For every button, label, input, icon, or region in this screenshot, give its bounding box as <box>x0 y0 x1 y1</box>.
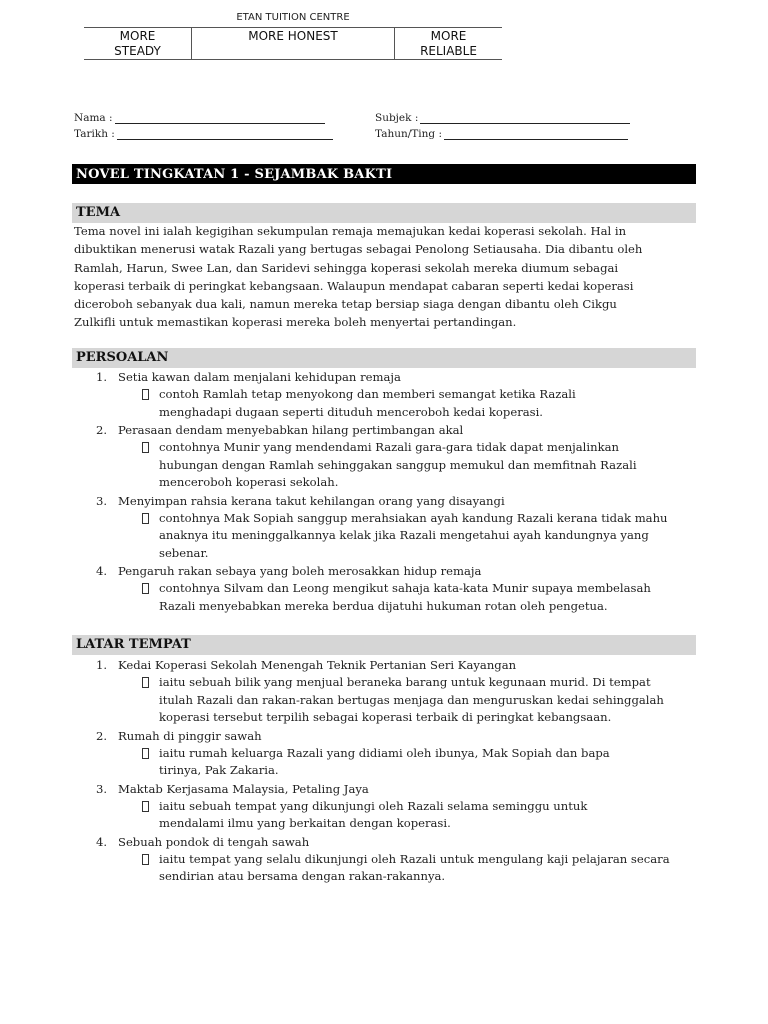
tema-line: diceroboh sebanyak dua kali, namun mereka tetap bersiap siaga dengan dibantu oleh Cikgu <box>74 297 617 312</box>
list-item-text: Pengaruh rakan sebaya yang boleh merosakkan hidup remaja <box>118 564 482 578</box>
list-item-text: Menyimpan rahsia kerana takut kehilangan orang yang disayangi <box>118 493 505 508</box>
list-item-text: Maktab Kerjasama Malaysia, Petaling Jaya <box>118 781 369 796</box>
list-item-number: 2. <box>96 728 108 743</box>
list-item-text: Sebuah pondok di tengah sawah <box>118 834 310 849</box>
list-item <box>74 727 694 780</box>
detail-line: koperasi tersebut terpilih sebagai koperasi terbaik di peringkat kebangsaan. <box>159 710 612 724</box>
detail-line: menghadapi dugaan seperti dituduh menceroboh kedai koperasi. <box>159 404 543 419</box>
list-item-detail <box>74 798 694 833</box>
field-nama <box>74 112 325 124</box>
detail-line: contohnya Munir yang mendendami Razali gara-gara tidak dapat menjalinkan <box>159 440 619 454</box>
list-item-number: 2. <box>96 423 108 437</box>
square-bullet-icon <box>142 513 149 524</box>
list-item <box>74 421 694 492</box>
list-item-text: Kedai Koperasi Sekolah Menengah Teknik Pertanian Seri Kayangan <box>118 658 517 672</box>
tuition-centre-name: ETAN TUITION CENTRE <box>236 12 350 23</box>
square-bullet-icon <box>142 748 149 759</box>
tema-line: Zulkifli untuk memastikan koperasi mereka boleh menyertai pertandingan. <box>74 315 517 330</box>
square-bullet-icon <box>142 389 149 400</box>
square-bullet-icon <box>142 442 149 453</box>
section-heading-persoalan: PERSOALAN <box>72 348 696 368</box>
field-subjek-label: Subjek : <box>375 112 419 124</box>
detail-line: Razali menyebabkan mereka berdua dijatuhi hukuman rotan oleh pengetua. <box>159 598 608 613</box>
detail-line: sebenar. <box>159 545 209 560</box>
detail-line: iaitu tempat yang selalu dikunjungi oleh Razali untuk mengulang kaji pelajaran secara <box>159 851 670 866</box>
field-tarikh <box>74 128 333 140</box>
motto-more-reliable: MORE RELIABLE <box>420 29 477 58</box>
detail-line: hubungan dengan Ramlah sehinggakan sanggup memukul dan memfitnah Razali <box>159 457 637 472</box>
list-item-text: Rumah di pinggir sawah <box>118 728 262 743</box>
list-item <box>74 368 694 421</box>
list-item-text: Perasaan dendam menyebabkan hilang pertimbangan akal <box>118 423 464 437</box>
tema-line: Ramlah, Harun, Swee Lan, dan Saridevi sehingga koperasi sekolah mereka diumum sebagai <box>74 260 619 275</box>
field-tahun-ting <box>375 128 628 140</box>
detail-line: iaitu rumah keluarga Razali yang didiami oleh ibunya, Mak Sopiah dan bapa <box>159 745 610 760</box>
list-item-number: 3. <box>96 781 108 796</box>
field-nama-label: Nama : <box>74 112 113 124</box>
field-tahun-ting-line[interactable] <box>444 128 628 140</box>
detail-line: iaitu sebuah tempat yang dikunjungi oleh Razali selama seminggu untuk <box>159 798 588 813</box>
list-item-detail <box>74 745 694 780</box>
detail-line: itulah Razali dan rakan-rakan bertugas menjaga dan menguruskan kedai sehinggalah <box>159 692 664 707</box>
tema-line: koperasi terbaik di peringkat kebangsaan. Walaupun mendapat cabaran seperti kedai koperasi <box>74 278 634 293</box>
detail-line: menceroboh koperasi sekolah. <box>159 475 339 489</box>
list-item <box>74 656 694 727</box>
detail-line: iaitu sebuah bilik yang menjual beraneka barang untuk kegunaan murid. Di tempat <box>159 675 651 689</box>
detail-line: sendirian atau bersama dengan rakan-rakannya. <box>159 869 446 883</box>
list-item <box>74 780 694 833</box>
list-item-detail <box>74 386 694 421</box>
square-bullet-icon <box>142 677 149 688</box>
field-tarikh-label: Tarikh : <box>74 128 115 140</box>
list-item-detail <box>74 851 694 886</box>
list-item-number: 1. <box>96 370 108 384</box>
detail-line: contoh Ramlah tetap menyokong dan memberi semangat ketika Razali <box>159 387 576 401</box>
list-item <box>74 833 694 886</box>
field-tahun-ting-label: Tahun/Ting : <box>375 128 442 140</box>
detail-line: tirinya, Pak Zakaria. <box>159 763 279 777</box>
list-item-number: 4. <box>96 834 108 849</box>
field-tarikh-line[interactable] <box>117 128 333 140</box>
detail-line: contohnya Mak Sopiah sanggup merahsiakan ayah kandung Razali kerana tidak mahu <box>159 510 668 525</box>
field-subjek <box>375 112 630 124</box>
square-bullet-icon <box>142 583 149 594</box>
detail-line: mendalami ilmu yang berkaitan dengan koperasi. <box>159 816 451 830</box>
list-item-number: 4. <box>96 564 108 578</box>
tema-line: dibuktikan menerusi watak Razali yang bertugas sebagai Penolong Setiausaha. Dia dibantu oleh <box>74 242 643 257</box>
tema-paragraph <box>74 222 694 332</box>
list-item <box>74 492 694 563</box>
document-title: NOVEL TINGKATAN 1 - SEJAMBAK BAKTI <box>72 164 696 184</box>
list-item-number: 1. <box>96 658 108 672</box>
list-item-detail <box>74 580 694 615</box>
section-heading-latar-tempat: LATAR TEMPAT <box>72 635 696 655</box>
motto-more-honest: MORE HONEST <box>191 28 395 59</box>
list-item <box>74 562 694 615</box>
motto-table <box>84 27 502 60</box>
list-item-text: Setia kawan dalam menjalani kehidupan remaja <box>118 370 401 384</box>
list-item-detail <box>74 510 694 563</box>
section-heading-tema: TEMA <box>72 203 696 223</box>
field-subjek-line[interactable] <box>420 112 630 124</box>
list-item-detail <box>74 439 694 492</box>
persoalan-list <box>74 368 694 615</box>
detail-line: contohnya Silvam dan Leong mengikut sahaja kata-kata Munir supaya membelasah <box>159 581 651 595</box>
list-item-number: 3. <box>96 493 108 508</box>
square-bullet-icon <box>142 854 149 865</box>
detail-line: anaknya itu meninggalkannya kelak jika Razali mengetahui ayah kandungnya yang <box>159 528 649 542</box>
field-nama-line[interactable] <box>115 112 325 124</box>
latar-tempat-list <box>74 656 694 886</box>
square-bullet-icon <box>142 801 149 812</box>
motto-more-steady: MORE STEADY <box>114 29 161 58</box>
list-item-detail <box>74 674 694 727</box>
tema-line: Tema novel ini ialah kegigihan sekumpulan remaja memajukan kedai koperasi sekolah. Hal in <box>74 224 627 238</box>
